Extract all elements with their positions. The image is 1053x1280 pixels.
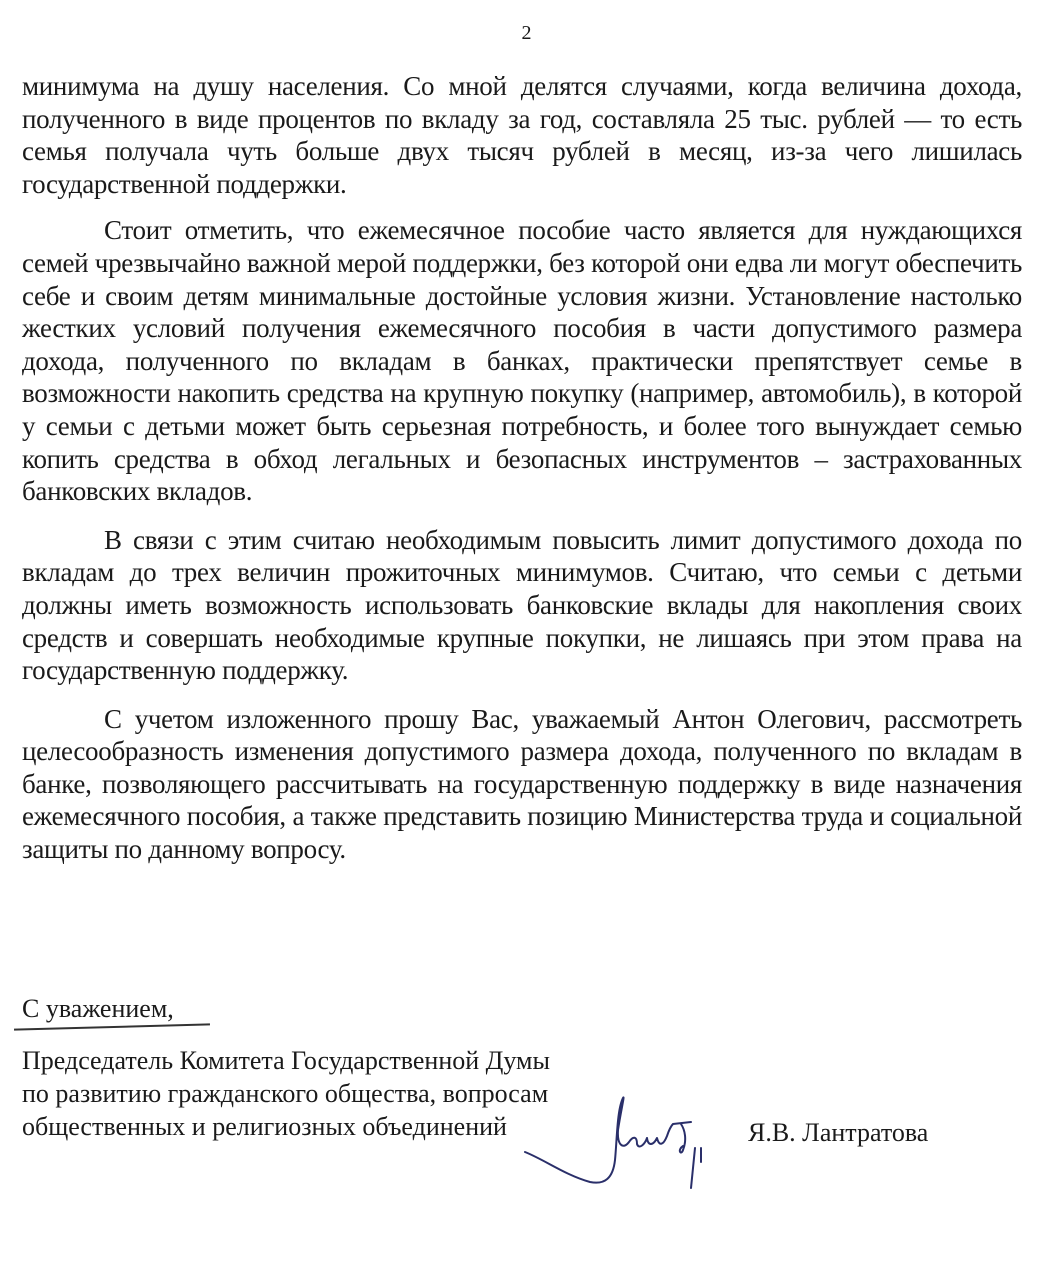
signature-icon <box>505 1090 725 1200</box>
closing-salutation: С уважением, <box>22 994 174 1023</box>
paragraph-monthly-allowance: Стоит отметить, что ежемесячное пособие часто является для нуждающихся семей чрезвычайно важной мерой поддержки, без которой они едва ли могут обеспечить себе и своим детям минимальные достойные условия жизни. Установление настолько жестких условий получения ежемесячного пособия в части допустимого размера дохода, полученного по вкладам в банках, практически препятствует семье в возможности накопить средства на крупную покупку (например, автомобиль), в которой у семьи с детьми может быть серьезная потребность, и более того вынуждает семью копить средства в обход легальных и безопасных инструментов – застрахованных банковских вкладов. <box>22 215 1022 507</box>
signer-title-line: Председатель Комитета Государственной Думы <box>22 1046 550 1075</box>
signer-name: Я.В. Лантратова <box>748 1118 929 1147</box>
letter-body <box>22 70 1022 866</box>
page-number: 2 <box>521 22 532 44</box>
paragraph-continuation: минимума на душу населения. Со мной делятся случаями, когда величина дохода, полученного в виде процентов по вкладу за год, составляла 25 тыс. рублей — то есть семья получала чуть больше двух тысяч рублей в месяц, из-за чего лишилась государственной поддержки. <box>22 71 1022 199</box>
paragraph-request: С учетом изложенного прошу Вас, уважаемый Антон Олегович, рассмотреть целесообразность изменения допустимого размера дохода, полученного по вкладам в банке, позволяющего рассчитывать на государственную поддержку в виде назначения ежемесячного пособия, а также представить позицию Министерства труда и социальной защиты по данному вопросу. <box>22 703 1022 865</box>
signer-title-line: общественных и религиозных объединений <box>22 1112 507 1141</box>
signer-title <box>22 1044 550 1143</box>
paragraph-proposal: В связи с этим считаю необходимым повысить лимит допустимого дохода по вкладам до трех величин прожиточных минимумов. Считаю, что семьи с детьми должны иметь возможность использовать банковские вклады для накопления своих средств и совершать необходимые крупные покупки, не лишаясь при этом права на государственную поддержку. <box>22 524 1022 686</box>
closing-underline <box>14 1023 210 1030</box>
signer-title-line: по развитию гражданского общества, вопросам <box>22 1079 549 1108</box>
